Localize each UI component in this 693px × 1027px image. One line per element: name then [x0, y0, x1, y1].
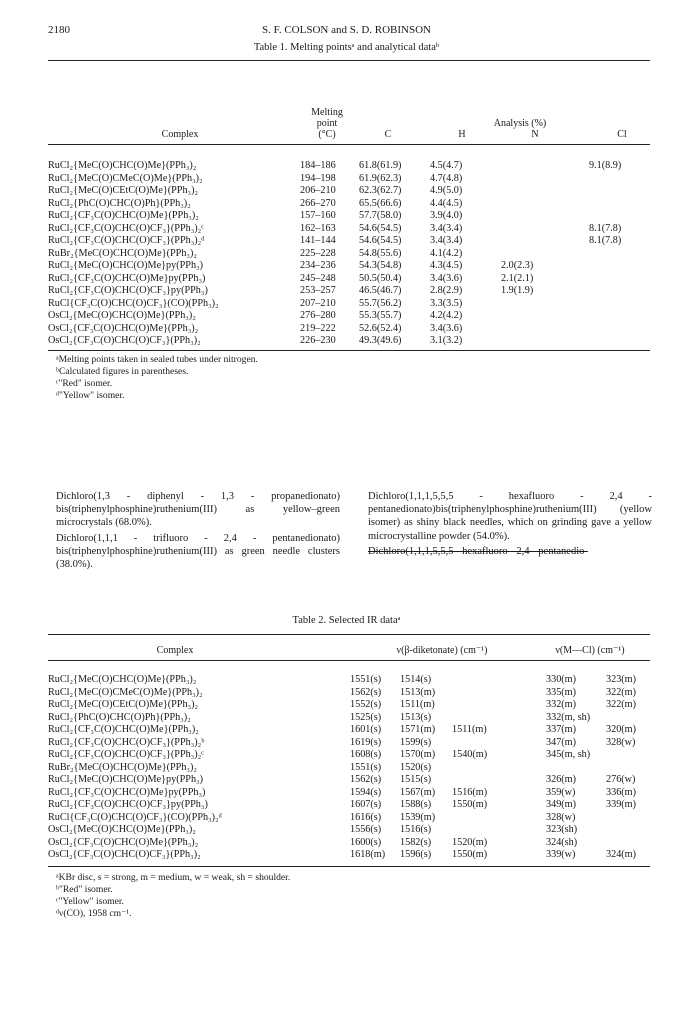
table-cell: 1520(m) — [452, 836, 488, 848]
table-cell: 226–230 — [300, 335, 336, 346]
table-cell — [606, 812, 650, 825]
table-cell: 1516(s) — [400, 824, 432, 835]
table-cell: 1513(s) — [400, 711, 432, 723]
table-cell: 1516(m) — [452, 786, 488, 798]
table2-footnote-a: ᵃKBr disc, s = strong, m = medium, w = weak, sh = shoulder. — [56, 872, 291, 883]
table-cell: 3.4(3.4) — [430, 222, 463, 234]
table-cell: RuCl₂{MeC(O)CHC(O)Me}py(PPh₃) — [48, 774, 203, 785]
table-cell: RuCl₂{MeC(O)CHC(O)Me}(PPh₃)₂ — [48, 160, 197, 171]
table2-header-mcl: ν(M—Cl) (cm⁻¹) — [555, 645, 625, 656]
table1-header-h: H — [458, 129, 466, 140]
table-cell: 2.0(2.3) — [501, 260, 534, 271]
table-cell: RuCl₂{MeC(O)CEtC(O)Me}(PPh₃)₂ — [48, 699, 199, 710]
table-cell: 2.8(2.9) — [430, 285, 463, 296]
table-cell: 57.7(58.0) — [359, 210, 402, 221]
table-cell — [606, 837, 650, 850]
table-row — [48, 335, 649, 348]
table-cell: OsCl₂{MeC(O)CHC(O)Me}(PPh₃)₂ — [48, 310, 196, 321]
table-cell: RuCl₂{MeC(O)CMeC(O)Me}(PPh₃)₂ — [48, 172, 203, 184]
table-cell: 54.6(54.5) — [359, 235, 402, 246]
table-cell: 276–280 — [300, 310, 336, 321]
table2-header-diketonate: ν(β-diketonate) (cm⁻¹) — [396, 645, 488, 656]
table-row — [48, 273, 649, 286]
table-cell — [589, 285, 649, 298]
table2-body — [48, 674, 650, 862]
table-cell: 322(m) — [606, 686, 636, 698]
table-row — [48, 849, 650, 862]
table-cell: 337(m) — [546, 724, 576, 735]
table-cell: RuCl₂{CF₃C(O)CHC(O)CF₃}py(PPh₃) — [48, 285, 208, 296]
table-cell: 3.4(3.6) — [430, 272, 463, 284]
running-header-authors: S. F. COLSON and S. D. ROBINSON — [261, 24, 432, 36]
table1-bottom-rule — [48, 350, 650, 351]
table-cell: 3.1(3.2) — [430, 335, 463, 346]
table-cell: 253–257 — [300, 285, 336, 296]
table-cell: 323(m) — [606, 674, 636, 685]
table-cell — [501, 335, 589, 348]
table-cell: 162–163 — [300, 222, 336, 234]
table-row — [48, 323, 649, 336]
table-cell: RuCl₂{PhC(O)CHC(O)Ph}(PPh₃)₂ — [48, 711, 191, 723]
table-cell: 8.1(7.8) — [589, 222, 622, 234]
table-cell: RuCl{CF₃C(O)CHC(O)CF₃}(CO)(PPh₃)₂ᵈ — [48, 811, 222, 823]
table-cell: 324(m) — [606, 849, 636, 860]
table-cell: 1562(s) — [350, 686, 382, 698]
table-cell: 336(m) — [606, 786, 636, 798]
table-cell — [452, 674, 546, 687]
table1-footnotes — [56, 354, 258, 402]
table-cell: 1.9(1.9) — [501, 285, 534, 296]
table-cell: 1539(m) — [400, 811, 436, 823]
table-cell: 1540(m) — [452, 749, 488, 760]
table-cell — [501, 298, 589, 311]
table-cell: 55.7(56.2) — [359, 297, 402, 309]
table-cell — [501, 173, 589, 186]
table-cell: 1618(m) — [350, 849, 386, 860]
table-cell: 3.3(3.5) — [430, 297, 463, 309]
table1-body — [48, 160, 649, 348]
table-cell — [501, 210, 589, 223]
table1-footnote-c: ᶜ"Red" isomer. — [56, 378, 113, 389]
table1-header-analysis: Analysis (%) — [493, 118, 547, 129]
table-cell — [606, 749, 650, 762]
table-row — [48, 285, 649, 298]
table-cell — [501, 160, 589, 173]
table-cell: 326(m) — [546, 774, 576, 785]
table-cell: 141–144 — [300, 235, 336, 246]
table-row — [48, 160, 649, 173]
table-cell — [452, 737, 546, 750]
table-cell: 1551(s) — [350, 761, 382, 773]
body-paragraph: Dichloro(1,1,1 - trifluoro - 2,4 - pentanedionato) bis(triphenylphosphine)ruthenium(III) as green needle clusters (38.0%). — [56, 532, 340, 571]
table-cell — [589, 173, 649, 186]
table-cell: 1520(s) — [400, 761, 432, 773]
table-cell: 4.2(4.2) — [430, 310, 463, 321]
table-row — [48, 223, 649, 236]
table-cell: 1607(s) — [350, 799, 382, 810]
table-cell: 276(w) — [606, 774, 636, 785]
table-cell — [452, 699, 546, 712]
table1-header-c: C — [384, 129, 392, 140]
table-row — [48, 824, 650, 837]
table-cell: RuCl₂{CF₃C(O)CHC(O)Me}py(PPh₃) — [48, 786, 206, 798]
table-cell: 54.6(54.5) — [359, 222, 402, 234]
table-cell: 225–228 — [300, 247, 336, 259]
table-cell: 50.5(50.4) — [359, 272, 402, 284]
table-cell: RuBr₂{MeC(O)CHC(O)Me}(PPh₃)₂ — [48, 761, 197, 773]
table-cell: 347(m) — [546, 736, 576, 748]
table-cell: RuCl₂{PhC(O)CHC(O)Ph}(PPh₃)₂ — [48, 197, 191, 209]
table2-top-rule — [48, 634, 650, 635]
table-row — [48, 812, 650, 825]
table-cell: 266–270 — [300, 197, 336, 209]
table-row — [48, 762, 650, 775]
table-row — [48, 724, 650, 737]
table-row — [48, 674, 650, 687]
table2-caption: Table 2. Selected IR dataᵃ — [292, 615, 401, 626]
table-cell: 1596(s) — [400, 849, 432, 860]
table-cell — [606, 762, 650, 775]
table-cell — [589, 335, 649, 348]
table-cell: 1550(m) — [452, 799, 488, 810]
table-cell: RuCl₂{MeC(O)CMeC(O)Me}(PPh₃)₂ — [48, 686, 203, 698]
table-cell: OsCl₂{MeC(O)CHC(O)Me}(PPh₃)₂ — [48, 824, 196, 835]
mp-header-line3: (°C) — [318, 129, 336, 140]
table-cell: 1515(s) — [400, 774, 432, 785]
table-cell: RuCl₂{CF₃C(O)CHC(O)CF₃}py(PPh₃) — [48, 799, 208, 810]
table-cell: RuCl₂{CF₃C(O)CHC(O)CF₃}(PPh₃)₂ᶜ — [48, 749, 204, 760]
table-cell: 1556(s) — [350, 824, 382, 835]
table-cell: 332(m, sh) — [546, 711, 591, 723]
table-cell: 359(w) — [546, 786, 576, 798]
table2-footnotes — [56, 872, 290, 920]
table-cell: 1551(s) — [350, 674, 382, 685]
table-cell: 1599(s) — [400, 736, 432, 748]
table-cell: 62.3(62.7) — [359, 185, 402, 196]
table1-footnote-d: ᵈ"Yellow" isomer. — [56, 390, 125, 401]
table1-header-mp — [297, 107, 357, 140]
table-cell — [501, 223, 589, 236]
table-cell: 2.1(2.1) — [501, 272, 534, 284]
table1-header-n: N — [531, 129, 539, 140]
table-cell — [589, 198, 649, 211]
table-cell — [589, 273, 649, 286]
table-cell: 345(m, sh) — [546, 749, 591, 760]
table-cell: 234–236 — [300, 260, 336, 271]
table-cell: 1552(s) — [350, 699, 382, 710]
table-cell: OsCl₂{CF₃C(O)CHC(O)CF₃}(PPh₃)₂ — [48, 849, 201, 860]
table-cell: RuCl{CF₃C(O)CHC(O)CF₃}(CO)(PPh₃)₂ — [48, 297, 219, 309]
table-cell: 1582(s) — [400, 836, 432, 848]
table-cell: RuCl₂{CF₃C(O)CHC(O)Me}(PPh₃)₂ — [48, 724, 199, 735]
table-cell: RuCl₂{MeC(O)CHC(O)Me}(PPh₃)₂ — [48, 674, 197, 685]
table-cell — [452, 687, 546, 700]
table-cell: 328(w) — [546, 811, 576, 823]
table-cell: 339(m) — [606, 799, 636, 810]
table-row — [48, 687, 650, 700]
table-row — [48, 737, 650, 750]
table-row — [48, 248, 649, 261]
table-cell — [606, 824, 650, 837]
table-cell — [606, 712, 650, 725]
table-cell: 1525(s) — [350, 711, 382, 723]
table-cell: 245–248 — [300, 272, 336, 284]
table-cell: 157–160 — [300, 210, 336, 221]
table-cell — [501, 198, 589, 211]
table-cell: OsCl₂{CF₃C(O)CHC(O)Me}(PPh₃)₂ — [48, 322, 199, 334]
table-cell: 3.4(3.4) — [430, 235, 463, 246]
table-row — [48, 712, 650, 725]
table-cell: 328(w) — [606, 736, 636, 748]
table-cell: RuCl₂{CF₃C(O)CHC(O)CF₃}(PPh₃)₂ᵈ — [48, 235, 205, 246]
table-cell: RuCl₂{MeC(O)CEtC(O)Me}(PPh₃)₂ — [48, 185, 199, 196]
table-cell: 349(m) — [546, 799, 576, 810]
table-row — [48, 185, 649, 198]
table-cell: 339(w) — [546, 849, 576, 860]
table-row — [48, 837, 650, 850]
body-paragraph: Dichloro(1,1,1,5,5,5 - hexafluoro - 2,4 - pentanedionato)bis(triphenylphosphine)ruthenium(III) (yellow isomer) as shiny black needles, which on grinding gave a yellow microcrystalline powder (54.0%). — [368, 491, 652, 542]
table2-bottom-rule — [48, 866, 650, 867]
table-cell: 206–210 — [300, 185, 336, 196]
table-cell: 194–198 — [300, 172, 336, 184]
table-cell: 49.3(49.6) — [359, 335, 402, 346]
table-cell: 324(sh) — [546, 836, 578, 848]
table-cell: RuCl₂{MeC(O)CHC(O)Me}py(PPh₃) — [48, 260, 203, 271]
table-row — [48, 310, 649, 323]
table-cell — [546, 762, 606, 775]
table-cell — [589, 298, 649, 311]
table-cell — [589, 185, 649, 198]
table-row — [48, 173, 649, 186]
table-cell: 52.6(52.4) — [359, 322, 402, 334]
table-cell: 1562(s) — [350, 774, 382, 785]
table-cell: 46.5(46.7) — [359, 285, 402, 296]
table-cell: 55.3(55.7) — [359, 310, 402, 321]
table-cell: OsCl₂{CF₃C(O)CHC(O)CF₃}(PPh₃)₂ — [48, 335, 201, 346]
table-cell: 320(m) — [606, 724, 636, 735]
table-row — [48, 198, 649, 211]
table-cell: 1594(s) — [350, 786, 382, 798]
table-cell: RuCl₂{CF₃C(O)CHC(O)Me}(PPh₃)₂ — [48, 210, 199, 221]
table-row — [48, 749, 650, 762]
table-cell: 8.1(7.8) — [589, 235, 622, 246]
table2-footnote-b: ᵇ"Red" isomer. — [56, 884, 113, 895]
table-cell: RuCl₂{CF₃C(O)CHC(O)Me}py(PPh₃) — [48, 272, 206, 284]
table-row — [48, 699, 650, 712]
table-cell: 1550(m) — [452, 849, 488, 860]
table-cell: 54.3(54.8) — [359, 260, 402, 271]
table-cell — [452, 762, 546, 775]
table-cell — [452, 824, 546, 837]
table-cell: 1567(m) — [400, 786, 436, 798]
table-cell: 330(m) — [546, 674, 576, 685]
table-cell: 1600(s) — [350, 836, 382, 848]
table-row — [48, 210, 649, 223]
table-cell: 323(sh) — [546, 824, 578, 835]
table-cell — [501, 235, 589, 248]
table-cell: 61.8(61.9) — [359, 160, 402, 171]
table-cell: 65.5(66.6) — [359, 197, 402, 209]
table-cell: 1601(s) — [350, 724, 382, 735]
table-cell — [452, 774, 546, 787]
table-row — [48, 235, 649, 248]
table-cell: 184–186 — [300, 160, 336, 171]
table-cell: 4.3(4.5) — [430, 260, 463, 271]
table-row — [48, 774, 650, 787]
table-cell: 1511(m) — [400, 699, 435, 710]
table-row — [48, 298, 649, 311]
page-number: 2180 — [48, 24, 70, 36]
table-cell — [501, 248, 589, 261]
table1-top-rule — [48, 60, 650, 61]
table-cell: 1511(m) — [452, 724, 487, 735]
table-cell: 3.4(3.6) — [430, 322, 463, 334]
table-cell: 1619(s) — [350, 736, 382, 748]
table1-footnote-a: ᵃMelting points taken in sealed tubes under nitrogen. — [56, 354, 258, 365]
mp-header-line1: Melting — [311, 107, 343, 118]
body-paragraph-cut: Dichloro(1,1,1,5,5,5 - hexafluoro - 2,4 - pentanedio- — [368, 545, 588, 557]
table2-footnote-d: ᵈν(CO), 1958 cm⁻¹. — [56, 908, 132, 919]
table-cell — [589, 248, 649, 261]
table-cell: 219–222 — [300, 322, 336, 334]
table-cell: 332(m) — [546, 699, 576, 710]
table-cell: 1588(s) — [400, 799, 432, 810]
table-cell: 1514(s) — [400, 674, 432, 685]
table-cell: 3.9(4.0) — [430, 210, 463, 221]
table-cell: 4.4(4.5) — [430, 197, 463, 209]
table-cell: 1608(s) — [350, 749, 382, 760]
table-cell: 335(m) — [546, 686, 576, 698]
table-cell: RuCl₂{CF₃C(O)CHC(O)CF₃}(PPh₃)₂ᶜ — [48, 222, 204, 234]
table-cell — [589, 323, 649, 336]
table-cell — [501, 185, 589, 198]
body-right-column — [368, 490, 652, 558]
table-cell — [589, 260, 649, 273]
body-paragraph: Dichloro(1,3 - diphenyl - 1,3 - propanedionato) bis(triphenylphosphine)ruthenium(III) as yellow–green microcrystals (68.0%). — [56, 491, 340, 529]
table-cell: 4.1(4.2) — [430, 247, 463, 259]
table-cell — [501, 310, 589, 323]
table-cell: 61.9(62.3) — [359, 172, 402, 184]
table-cell: 1513(m) — [400, 686, 436, 698]
table-cell — [452, 812, 546, 825]
table-cell: RuBr₂{MeC(O)CHC(O)Me}(PPh₃)₂ — [48, 247, 197, 259]
mp-header-line2: point — [316, 118, 338, 129]
table-cell: 322(m) — [606, 699, 636, 710]
table-cell: OsCl₂{CF₃C(O)CHC(O)Me}(PPh₃)₂ — [48, 836, 199, 848]
table-cell — [452, 712, 546, 725]
table-cell: 1616(s) — [350, 811, 382, 823]
table-cell: 207–210 — [300, 297, 336, 309]
body-left-column — [56, 490, 340, 571]
table-cell: 1570(m) — [400, 749, 436, 760]
table-cell — [589, 310, 649, 323]
table-row — [48, 260, 649, 273]
table-cell: 54.8(55.6) — [359, 247, 402, 259]
table-row — [48, 787, 650, 800]
table1-header-cl: Cl — [617, 129, 627, 140]
table-cell: 4.7(4.8) — [430, 172, 463, 184]
table-cell: 4.5(4.7) — [430, 160, 463, 171]
table1-caption: Table 1. Melting pointsᵃ and analytical dataᵇ — [253, 42, 440, 53]
table2-header-rule — [48, 660, 650, 661]
table1-header-complex: Complex — [161, 129, 199, 140]
table-cell — [501, 323, 589, 336]
table2-footnote-c: ᶜ"Yellow" isomer. — [56, 896, 124, 907]
table-row — [48, 799, 650, 812]
table2-header-complex: Complex — [156, 645, 194, 656]
table-cell: 1571(m) — [400, 724, 436, 735]
table1-footnote-b: ᵇCalculated figures in parentheses. — [56, 366, 189, 377]
table-cell: 9.1(8.9) — [589, 160, 622, 171]
table1-header-rule — [48, 144, 650, 145]
table-cell: 4.9(5.0) — [430, 185, 463, 196]
table-cell: RuCl₂{CF₃C(O)CHC(O)CF₃}(PPh₃)₂ᵇ — [48, 736, 205, 748]
table-cell — [589, 210, 649, 223]
